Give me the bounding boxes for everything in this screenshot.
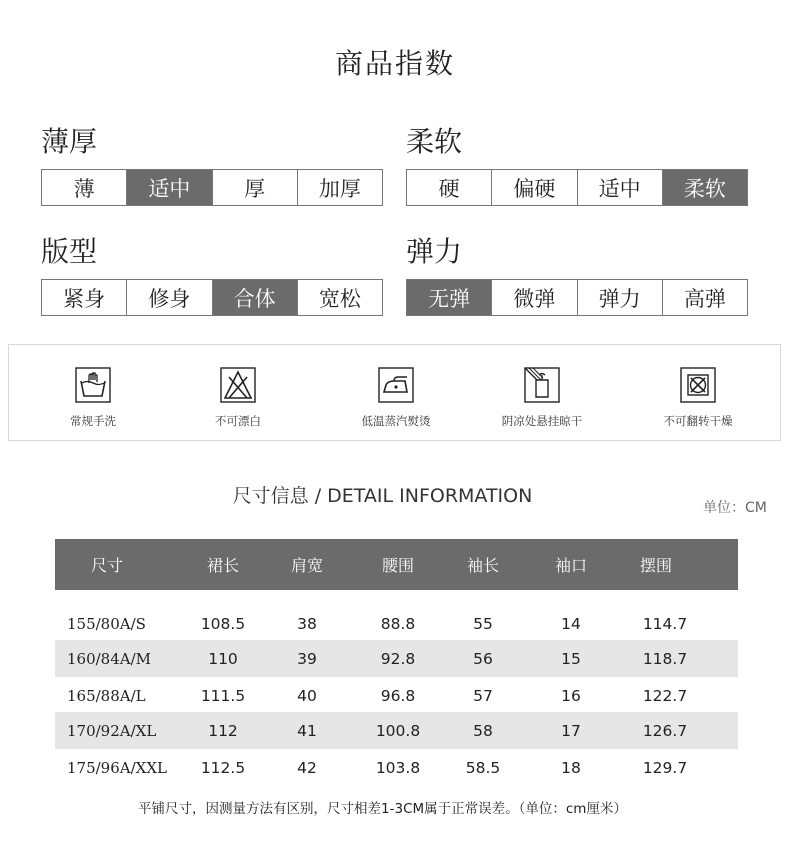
table-cell: 55 (473, 614, 493, 633)
no-tumble-dry-icon (680, 367, 716, 403)
care-label: 不可漂白 (215, 414, 261, 428)
index-title: 柔软 (406, 125, 463, 158)
index-title: 薄厚 (41, 125, 98, 158)
hand-wash-icon (75, 367, 111, 403)
table-cell: 96.8 (380, 686, 416, 705)
table-row (55, 712, 738, 749)
index-title: 弹力 (406, 235, 463, 268)
index-option: 高弹 (683, 286, 726, 311)
table-cell: 110 (208, 649, 238, 668)
table-cell: 57 (473, 686, 493, 705)
index-elasticity (406, 234, 748, 316)
table-cell: 112 (208, 721, 238, 740)
index-option-selected: 适中 (127, 170, 212, 205)
index-softness (406, 124, 748, 206)
table-cell: 155/80A/S (67, 614, 146, 633)
size-table (55, 539, 738, 777)
index-scale (41, 279, 383, 316)
table-cell: 40 (297, 686, 317, 705)
table-row (55, 677, 738, 714)
index-scale (406, 279, 748, 316)
table-cell: 16 (561, 686, 581, 705)
table-cell: 58.5 (465, 758, 501, 777)
column-header: 裙长 (206, 556, 239, 575)
table-cell: 108.5 (200, 614, 246, 633)
index-option-selected: 合体 (213, 280, 298, 315)
care-item (482, 345, 602, 442)
table-cell: 56 (473, 649, 493, 668)
table-cell: 17 (561, 721, 581, 740)
care-item (336, 345, 456, 442)
table-cell: 118.7 (642, 649, 688, 668)
table-cell: 14 (561, 614, 581, 633)
index-option: 硬 (407, 170, 492, 205)
care-label: 低温蒸汽熨烫 (361, 414, 431, 428)
table-cell: 111.5 (200, 686, 246, 705)
table-cell: 38 (297, 614, 317, 633)
table-cell: 165/88A/L (67, 686, 146, 705)
index-fit (41, 234, 383, 316)
table-cell: 41 (297, 721, 317, 740)
low-temp-iron-icon (378, 367, 414, 403)
care-label: 不可翻转干燥 (663, 414, 733, 428)
index-scale (41, 169, 383, 206)
index-option: 薄 (42, 170, 127, 205)
index-option: 宽松 (318, 286, 361, 311)
table-cell: 112.5 (200, 758, 246, 777)
care-item (33, 345, 153, 442)
table-row (55, 749, 738, 786)
column-header: 袖长 (466, 556, 499, 575)
table-cell: 103.8 (375, 758, 421, 777)
index-option: 加厚 (318, 176, 361, 201)
table-cell: 129.7 (642, 758, 688, 777)
column-header: 摆围 (640, 556, 673, 575)
unit-label: 单位：CM (703, 500, 767, 516)
page-title: 商品指数 (334, 47, 455, 80)
index-option: 偏硬 (492, 170, 577, 205)
table-cell: 100.8 (375, 721, 421, 740)
no-bleach-icon (220, 367, 256, 403)
care-instructions (8, 344, 781, 441)
care-label: 阴凉处悬挂晾干 (501, 414, 583, 428)
care-item (178, 345, 298, 442)
column-header: 尺寸 (91, 556, 124, 575)
table-cell: 122.7 (642, 686, 688, 705)
shade-hang-dry-icon (524, 367, 560, 403)
index-option: 紧身 (42, 280, 127, 315)
care-item (638, 345, 758, 442)
table-cell: 114.7 (642, 614, 688, 633)
index-option-selected: 柔软 (663, 170, 747, 205)
table-cell: 92.8 (380, 649, 416, 668)
index-option: 弹力 (578, 280, 663, 315)
column-header: 肩宽 (290, 556, 323, 575)
index-scale (406, 169, 748, 206)
table-cell: 39 (297, 649, 317, 668)
index-option: 微弹 (492, 280, 577, 315)
table-cell: 18 (561, 758, 581, 777)
table-cell: 160/84A/M (67, 649, 152, 668)
table-header (55, 539, 738, 590)
column-header: 袖口 (554, 556, 587, 575)
table-row (55, 640, 738, 677)
table-row (55, 605, 738, 642)
table-cell: 15 (561, 649, 581, 668)
index-option-selected: 无弹 (407, 280, 492, 315)
index-thickness (41, 124, 383, 206)
column-header: 腰围 (381, 556, 414, 575)
index-title: 版型 (41, 235, 98, 268)
table-cell: 175/96A/XXL (67, 758, 167, 777)
table-cell: 126.7 (642, 721, 688, 740)
size-section-title: 尺寸信息 / DETAIL INFORMATION (232, 485, 533, 507)
index-option: 适中 (578, 170, 663, 205)
table-cell: 58 (473, 721, 493, 740)
table-cell: 170/92A/XL (67, 721, 157, 740)
index-option: 厚 (213, 170, 298, 205)
size-footnote: 平铺尺寸，因测量方法有区别，尺寸相差1-3CM属于正常误差。（单位：cm厘米） (138, 801, 627, 817)
table-cell: 42 (297, 758, 317, 777)
care-label: 常规手洗 (70, 414, 116, 428)
table-cell: 88.8 (380, 614, 416, 633)
index-option: 修身 (127, 280, 212, 315)
